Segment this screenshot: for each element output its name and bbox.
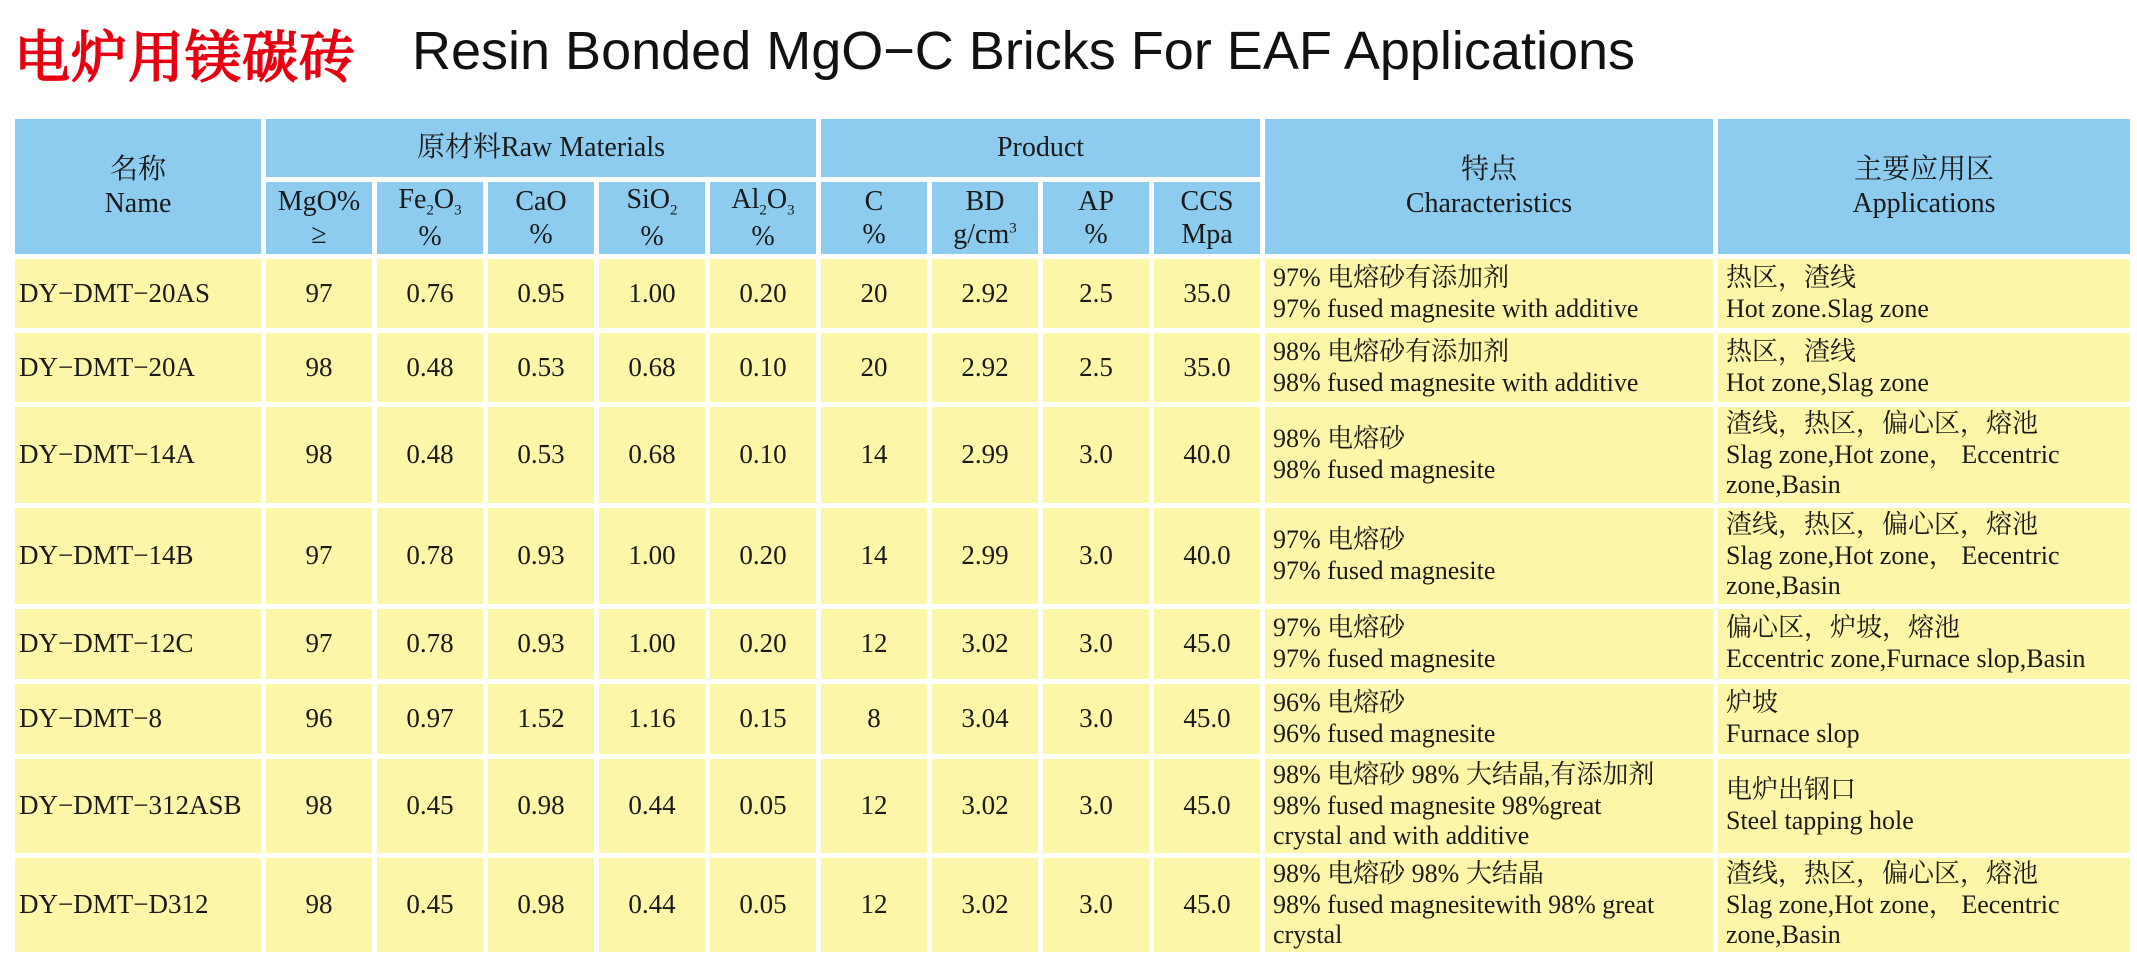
cell-mgo: 97 bbox=[266, 609, 372, 679]
cell-fe2o3: 0.76 bbox=[377, 259, 483, 328]
cell-c: 14 bbox=[821, 407, 927, 503]
cell-fe2o3: 0.97 bbox=[377, 684, 483, 754]
table-row bbox=[15, 508, 2130, 604]
table-row bbox=[15, 759, 2130, 853]
cell-cao: 0.53 bbox=[488, 333, 594, 402]
header-characteristics: 特点 Characteristics bbox=[1265, 119, 1713, 254]
header-sio2: SiO$_2$ % bbox=[599, 182, 705, 254]
cell-mgo: 98 bbox=[266, 759, 372, 853]
cell-sio2: 0.68 bbox=[599, 333, 705, 402]
cell-ap: 2.5 bbox=[1043, 259, 1149, 328]
cell-al2o3: 0.15 bbox=[710, 684, 816, 754]
cell-bd: 2.92 bbox=[932, 259, 1038, 328]
header-name: 名称 Name bbox=[15, 119, 261, 254]
cell-applications: 炉坡 Furnace slop bbox=[1718, 684, 2130, 754]
cell-applications: 热区，渣线 Hot zone,Slag zone bbox=[1718, 333, 2130, 402]
cell-bd: 2.92 bbox=[932, 333, 1038, 402]
cell-applications: 电炉出钢口 Steel tapping hole bbox=[1718, 759, 2130, 853]
cell-mgo: 97 bbox=[266, 259, 372, 328]
cell-c: 12 bbox=[821, 759, 927, 853]
cell-c: 20 bbox=[821, 333, 927, 402]
table-row bbox=[15, 259, 2130, 328]
cell-al2o3: 0.20 bbox=[710, 609, 816, 679]
cell-sio2: 0.44 bbox=[599, 858, 705, 952]
cell-al2o3: 0.20 bbox=[710, 508, 816, 604]
cell-name: DY−DMT−D312 bbox=[15, 858, 261, 952]
cell-fe2o3: 0.78 bbox=[377, 508, 483, 604]
cell-characteristics: 97% 电熔砂 97% fused magnesite bbox=[1265, 609, 1713, 679]
cell-sio2: 0.68 bbox=[599, 407, 705, 503]
cell-al2o3: 0.10 bbox=[710, 407, 816, 503]
cell-mgo: 98 bbox=[266, 407, 372, 503]
cell-bd: 2.99 bbox=[932, 407, 1038, 503]
cell-ap: 3.0 bbox=[1043, 858, 1149, 952]
header-ap: AP % bbox=[1043, 182, 1149, 254]
cell-name: DY−DMT−20A bbox=[15, 333, 261, 402]
cell-applications: 热区，渣线 Hot zone.Slag zone bbox=[1718, 259, 2130, 328]
cell-al2o3: 0.05 bbox=[710, 858, 816, 952]
table-row bbox=[15, 609, 2130, 679]
cell-bd: 3.02 bbox=[932, 759, 1038, 853]
cell-sio2: 1.00 bbox=[599, 609, 705, 679]
cell-ccs: 45.0 bbox=[1154, 609, 1260, 679]
cell-cao: 0.53 bbox=[488, 407, 594, 503]
cell-c: 14 bbox=[821, 508, 927, 604]
cell-fe2o3: 0.45 bbox=[377, 858, 483, 952]
cell-ccs: 45.0 bbox=[1154, 759, 1260, 853]
cell-fe2o3: 0.45 bbox=[377, 759, 483, 853]
cell-ccs: 40.0 bbox=[1154, 508, 1260, 604]
cell-cao: 0.93 bbox=[488, 508, 594, 604]
cell-name: DY−DMT−12C bbox=[15, 609, 261, 679]
header-ccs: CCS Mpa bbox=[1154, 182, 1260, 254]
cell-mgo: 98 bbox=[266, 333, 372, 402]
cell-ccs: 45.0 bbox=[1154, 684, 1260, 754]
header-c: C % bbox=[821, 182, 927, 254]
cell-name: DY−DMT−312ASB bbox=[15, 759, 261, 853]
cell-name: DY−DMT−20AS bbox=[15, 259, 261, 328]
header-product: Product bbox=[821, 119, 1260, 177]
cell-sio2: 1.16 bbox=[599, 684, 705, 754]
product-spec-table bbox=[10, 114, 2135, 957]
header-bd: BD $g/cm^3$ bbox=[932, 182, 1038, 254]
cell-sio2: 0.44 bbox=[599, 759, 705, 853]
cell-mgo: 96 bbox=[266, 684, 372, 754]
cell-c: 20 bbox=[821, 259, 927, 328]
cell-bd: 2.99 bbox=[932, 508, 1038, 604]
cell-ccs: 45.0 bbox=[1154, 858, 1260, 952]
cell-mgo: 97 bbox=[266, 508, 372, 604]
cell-ap: 3.0 bbox=[1043, 609, 1149, 679]
cell-c: 8 bbox=[821, 684, 927, 754]
cell-applications: 渣线，热区，偏心区，熔池 Slag zone,Hot zone， Eecentric zone,Basin bbox=[1718, 508, 2130, 604]
table-row bbox=[15, 407, 2130, 503]
header-raw-materials: 原材料Raw Materials bbox=[266, 119, 816, 177]
cell-c: 12 bbox=[821, 609, 927, 679]
cell-characteristics: 98% 电熔砂 98% 大结晶 98% fused magnesitewith 98% great crystal bbox=[1265, 858, 1713, 952]
cell-cao: 0.93 bbox=[488, 609, 594, 679]
cell-sio2: 1.00 bbox=[599, 259, 705, 328]
table-row bbox=[15, 684, 2130, 754]
cell-applications: 偏心区，炉坡，熔池 Eccentric zone,Furnace slop,Basin bbox=[1718, 609, 2130, 679]
cell-bd: 3.02 bbox=[932, 858, 1038, 952]
cell-applications: 渣线，热区，偏心区，熔池 Slag zone,Hot zone， Eccentric zone,Basin bbox=[1718, 407, 2130, 503]
cell-ccs: 35.0 bbox=[1154, 333, 1260, 402]
cell-name: DY−DMT−14A bbox=[15, 407, 261, 503]
cell-applications: 渣线，热区，偏心区，熔池 Slag zone,Hot zone， Eecentric zone,Basin bbox=[1718, 858, 2130, 952]
cell-bd: 3.02 bbox=[932, 609, 1038, 679]
cell-ccs: 40.0 bbox=[1154, 407, 1260, 503]
header-cao: CaO % bbox=[488, 182, 594, 254]
cell-sio2: 1.00 bbox=[599, 508, 705, 604]
cell-al2o3: 0.10 bbox=[710, 333, 816, 402]
cell-al2o3: 0.05 bbox=[710, 759, 816, 853]
table-row bbox=[15, 333, 2130, 402]
cell-c: 12 bbox=[821, 858, 927, 952]
cell-ap: 2.5 bbox=[1043, 333, 1149, 402]
title-english: Resin Bonded MgO−C Bricks For EAF Applications bbox=[412, 21, 1636, 81]
cell-fe2o3: 0.48 bbox=[377, 407, 483, 503]
cell-cao: 0.98 bbox=[488, 759, 594, 853]
table-row bbox=[15, 858, 2130, 952]
cell-mgo: 98 bbox=[266, 858, 372, 952]
cell-cao: 0.95 bbox=[488, 259, 594, 328]
cell-cao: 0.98 bbox=[488, 858, 594, 952]
header-fe2o3: $Fe_2O_3$ % bbox=[377, 182, 483, 254]
cell-characteristics: 97% 电熔砂有添加剂 97% fused magnesite with additive bbox=[1265, 259, 1713, 328]
cell-ap: 3.0 bbox=[1043, 759, 1149, 853]
cell-al2o3: 0.20 bbox=[710, 259, 816, 328]
cell-bd: 3.04 bbox=[932, 684, 1038, 754]
header-al2o3: $Al_2O_3$ % bbox=[710, 182, 816, 254]
cell-ap: 3.0 bbox=[1043, 684, 1149, 754]
cell-ccs: 35.0 bbox=[1154, 259, 1260, 328]
cell-characteristics: 98% 电熔砂有添加剂 98% fused magnesite with additive bbox=[1265, 333, 1713, 402]
cell-ap: 3.0 bbox=[1043, 508, 1149, 604]
cell-fe2o3: 0.78 bbox=[377, 609, 483, 679]
cell-cao: 1.52 bbox=[488, 684, 594, 754]
cell-characteristics: 98% 电熔砂 98% 大结晶,有添加剂 98% fused magnesite 98%great crystal and with additive bbox=[1265, 759, 1713, 853]
cell-name: DY−DMT−14B bbox=[15, 508, 261, 604]
title-chinese: 电炉用镁碳砖 bbox=[14, 26, 356, 91]
cell-characteristics: 98% 电熔砂 98% fused magnesite bbox=[1265, 407, 1713, 503]
cell-name: DY−DMT−8 bbox=[15, 684, 261, 754]
cell-ap: 3.0 bbox=[1043, 407, 1149, 503]
cell-fe2o3: 0.48 bbox=[377, 333, 483, 402]
header-applications: 主要应用区 Applications bbox=[1718, 119, 2130, 254]
header-mgo: MgO% ≥ bbox=[266, 182, 372, 254]
cell-characteristics: 97% 电熔砂 97% fused magnesite bbox=[1265, 508, 1713, 604]
cell-characteristics: 96% 电熔砂 96% fused magnesite bbox=[1265, 684, 1713, 754]
